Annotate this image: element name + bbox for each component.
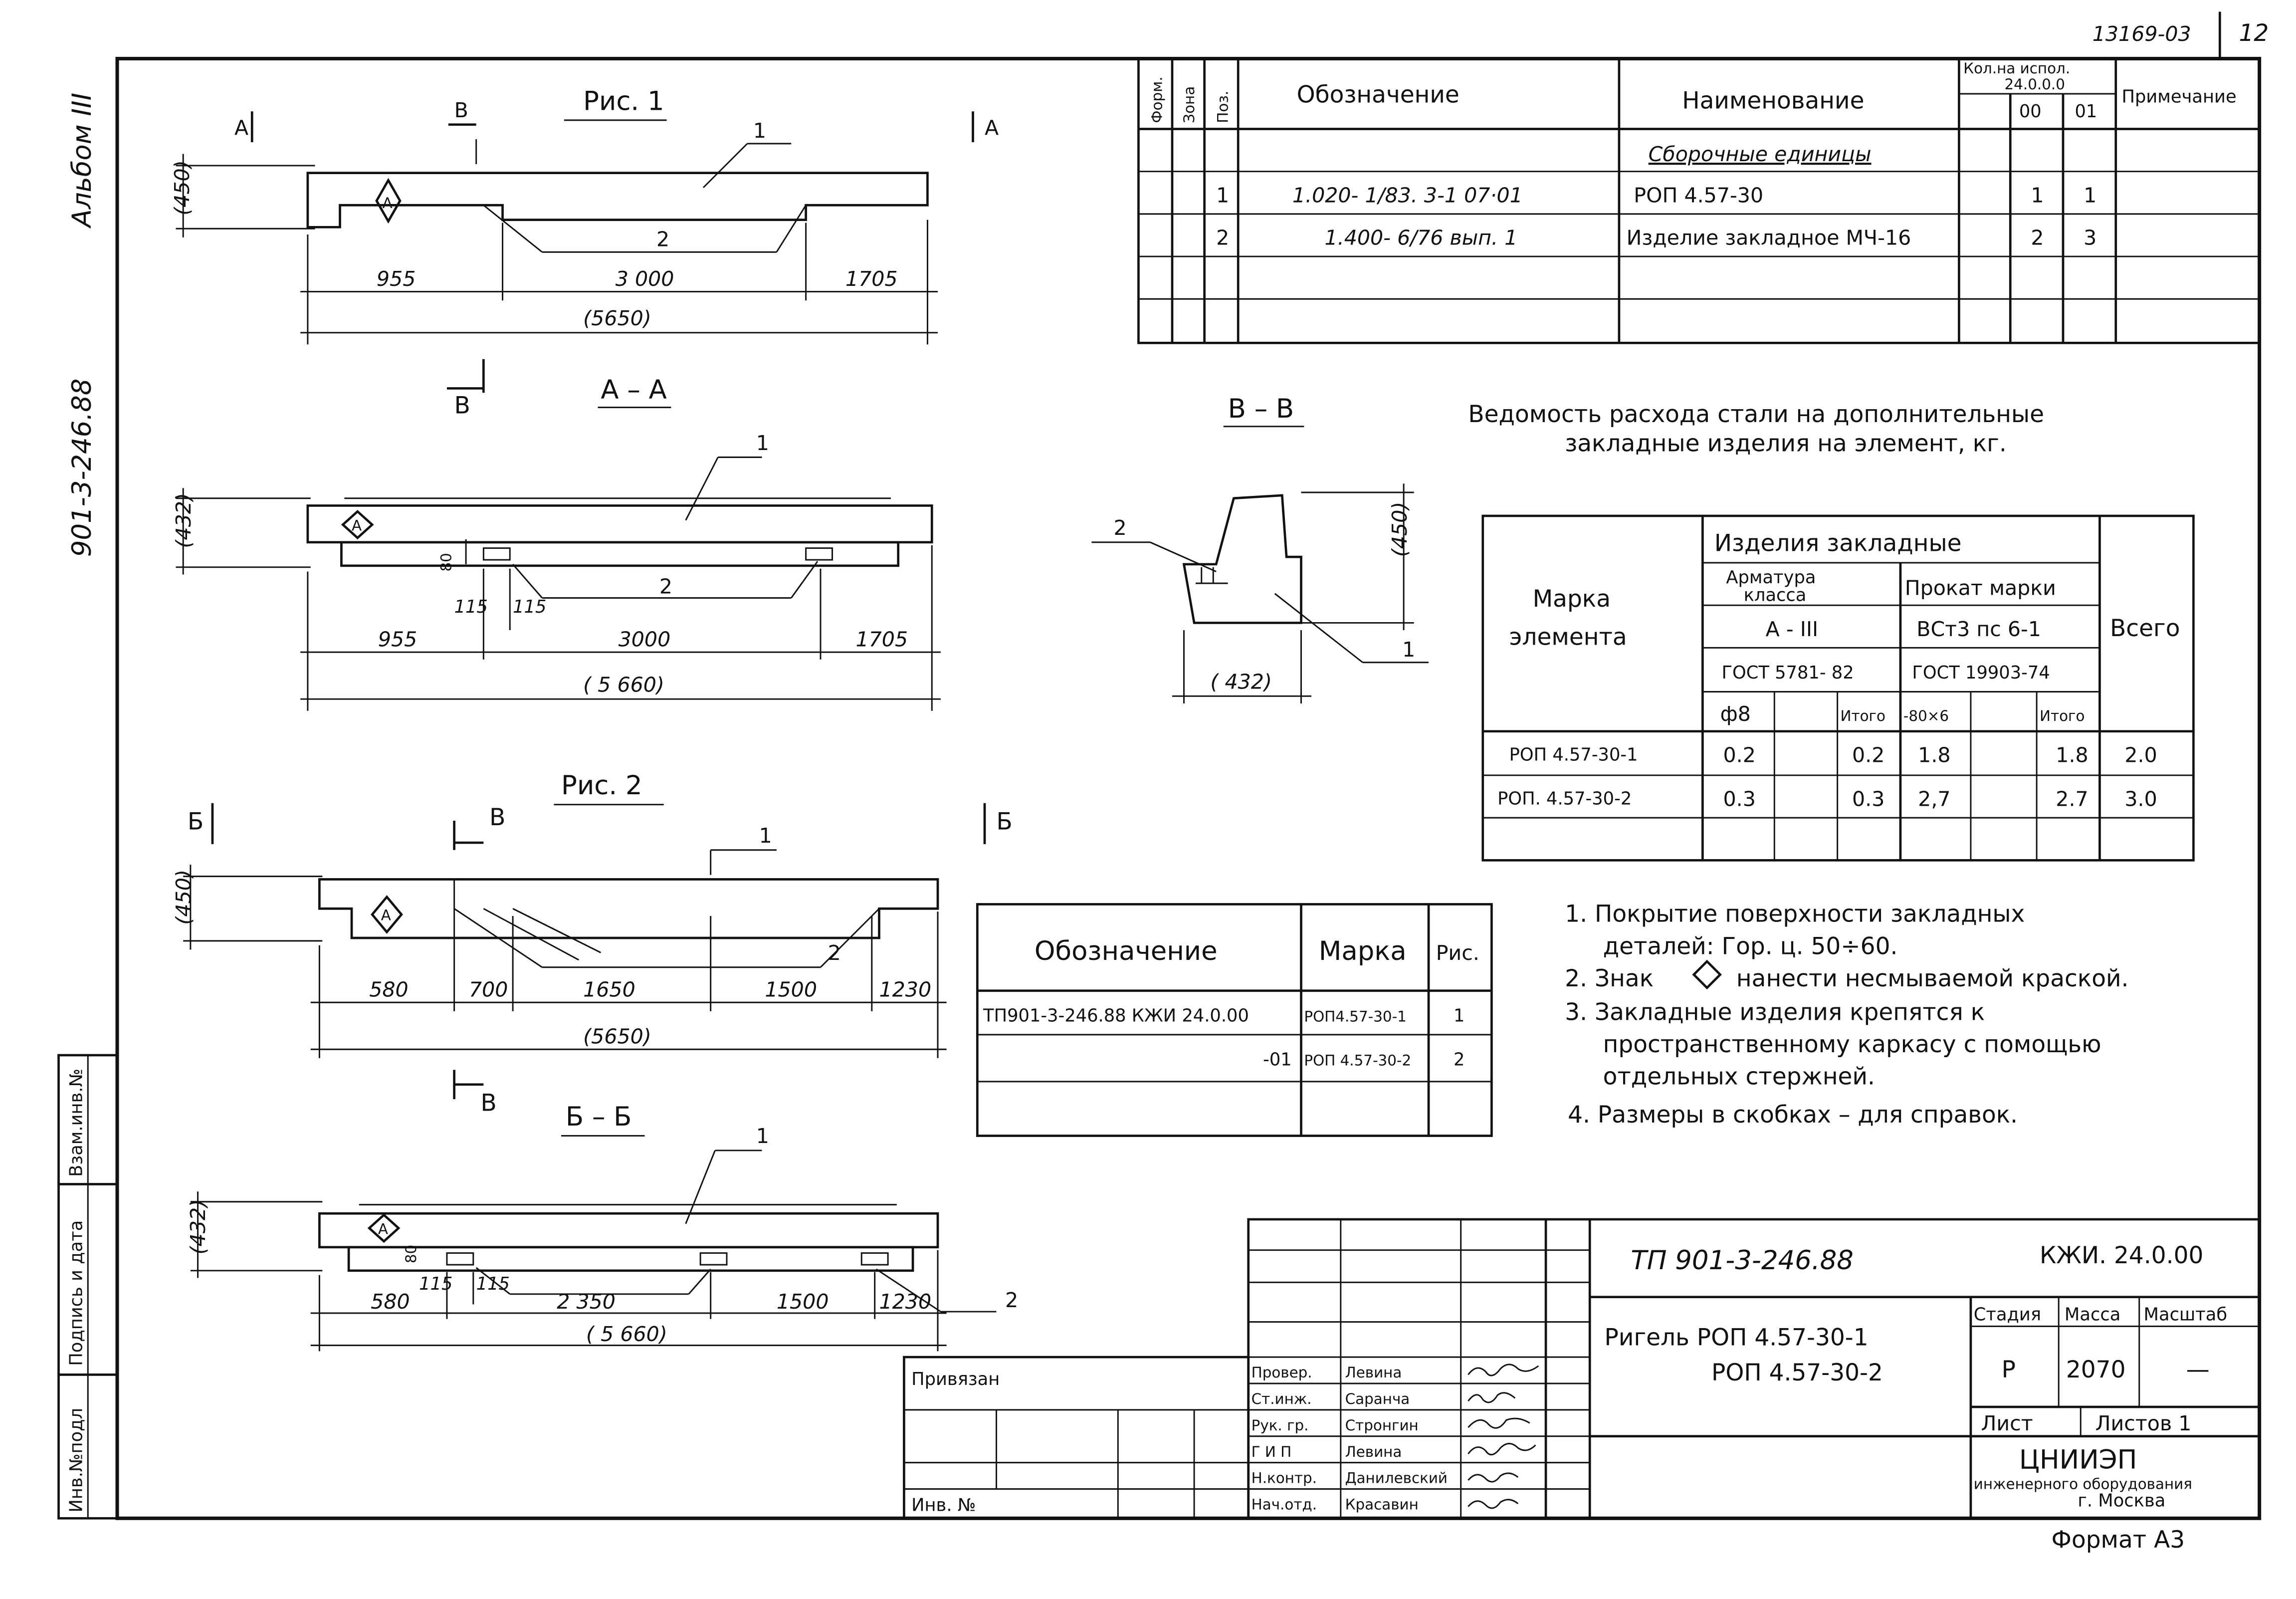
steel-h-80x6: -80×6 (1903, 707, 1949, 725)
steel-row-d8: 0.2 (1723, 743, 1756, 767)
steel-h-gost2: ГОСТ 19903-74 (1912, 663, 2050, 684)
steel-row-marka: РОП 4.57-30-1 (1509, 744, 1638, 765)
note-line: 1. Покрытие поверхности закладных (1565, 900, 2025, 928)
vv-pos2: 2 (1113, 516, 1127, 540)
aa-dim-3: 1705 (855, 627, 908, 652)
steel-row-itogo2: 2.7 (2056, 787, 2088, 811)
spec-h-kol: Кол.на испол. (1963, 59, 2071, 77)
tb-org-2: инженерного оборудования (1973, 1475, 2192, 1493)
inv-label: Инв. № (911, 1495, 976, 1516)
fig2-dim-2: 700 (469, 977, 508, 1002)
tb-org-3: г. Москва (2078, 1490, 2166, 1511)
spec-row-poz: 2 (1216, 226, 1230, 250)
note-line: деталей: Гор. ц. 50÷60. (1603, 932, 1898, 960)
fig1-dims (176, 154, 938, 344)
notes (1565, 901, 2128, 1129)
tb-org-1: ЦНИИЭП (2019, 1444, 2137, 1475)
spec-h-prim: Примечание (2121, 86, 2237, 107)
aa-beam (308, 457, 932, 598)
steel-row-prokat: 1.8 (1918, 743, 1951, 767)
fig1-dim-total: (5650) (583, 306, 651, 331)
page-number: 12 (2239, 19, 2269, 47)
tb-h-stage: Стадия (1973, 1304, 2042, 1325)
fig2-dim-height: (450) (171, 870, 196, 925)
fig1-dim-3: 1705 (845, 266, 898, 291)
spec-row-q01: 1 (2084, 183, 2097, 208)
side-inv-podl: Инв.№подл (66, 1407, 87, 1513)
steel-h-marka-2: элемента (1509, 623, 1627, 651)
staff-role: Провер. (1251, 1364, 1312, 1381)
bb-pos1: 1 (756, 1124, 769, 1148)
fig1-cut-b: В (454, 98, 468, 122)
fig2-dim-total: (5650) (583, 1024, 651, 1049)
fig2-mark: А (381, 907, 391, 924)
aa-dim-80: 80 (437, 553, 455, 572)
bb-mark: А (378, 1220, 388, 1238)
spec-row (1216, 226, 2096, 250)
staff-name: Саранча (1345, 1390, 1410, 1408)
project-label: 901-3-246.88 (67, 378, 98, 557)
bb-pos2: 2 (1005, 1288, 1019, 1313)
marks-row (1263, 1050, 1464, 1070)
fig1-pos2: 2 (656, 227, 670, 251)
bb-dim-115b: 115 (476, 1274, 510, 1294)
steel-h-vst: ВСт3 пс 6-1 (1916, 617, 2042, 641)
aa-dim-total: ( 5 660) (583, 673, 664, 697)
steel-row-vsego: 3.0 (2124, 787, 2157, 811)
marks-h-marka: Марка (1318, 936, 1407, 967)
fig2-cut-v-bottom: В (480, 1089, 497, 1117)
steel-row-itogo: 0.2 (1852, 743, 1885, 767)
marks-row-oboz: -01 (1263, 1049, 1292, 1070)
bb-title: Б – Б (565, 1102, 632, 1132)
spec-section: Сборочные единицы (1648, 142, 1872, 167)
fig1-pos1: 1 (753, 119, 767, 143)
fig1-cut-a-left: А (234, 116, 249, 140)
bb-dim-4: 1230 (879, 1290, 932, 1314)
privyazan-label: Привязан (911, 1369, 1000, 1389)
bb-dim-80: 80 (403, 1244, 420, 1264)
staff-rows (1252, 1364, 1448, 1513)
steel-h-itogo: Итого (1840, 707, 1885, 725)
side-podpis: Подпись и дата (66, 1220, 87, 1366)
fig2-cut-b-right: Б (996, 808, 1013, 836)
tb-code: ТП 901-3-246.88 (1631, 1245, 1854, 1276)
spec-h-oboz: Обозначение (1296, 81, 1460, 109)
spec-row-q00: 1 (2031, 183, 2044, 208)
staff-role: Н.контр. (1251, 1469, 1317, 1487)
bb-dim-height: (432) (186, 1199, 210, 1255)
marks-row-ris: 2 (1453, 1049, 1465, 1070)
aa-pos2: 2 (659, 574, 673, 599)
tb-name-2: РОП 4.57-30-2 (1711, 1359, 1883, 1387)
fig1-dim-2: 3 000 (615, 266, 674, 291)
aa-mark: А (352, 517, 362, 534)
tb-h-mass: Масса (2064, 1304, 2121, 1325)
spec-h-kol2: 24.0.0.0 (2004, 76, 2065, 93)
tb-mass: 2070 (2066, 1356, 2126, 1384)
tb-sheet: Лист (1981, 1411, 2033, 1435)
fig2-title: Рис. 2 (561, 770, 642, 801)
steel-row (1509, 743, 2157, 767)
steel-row (1497, 787, 2157, 811)
aa-dim-height: (432) (171, 493, 196, 548)
spec-row-oboz: 1.020- 1/83. 3-1 07·01 (1292, 183, 1523, 208)
steel-row-itogo2: 1.8 (2056, 743, 2088, 767)
steel-title-1: Ведомость расхода стали на дополнительные (1468, 401, 2044, 428)
fig1-cut-a-right: А (985, 116, 999, 140)
staff-role: Ст.инж. (1251, 1390, 1312, 1408)
fig1-dim-1: 955 (376, 266, 416, 291)
steel-row-prokat: 2,7 (1918, 787, 1951, 811)
bb-dim-2: 2 350 (557, 1290, 616, 1314)
vv-title: В – В (1228, 394, 1294, 425)
tb-sheets: Листов 1 (2095, 1411, 2192, 1435)
spec-h-01: 01 (2075, 101, 2097, 122)
staff-name: Стронгин (1345, 1417, 1419, 1434)
aa-cut-b: В (454, 392, 470, 420)
fig2-cut-b-left: Б (187, 808, 204, 836)
fig2-beam (319, 850, 938, 967)
steel-h-arm-1: Арматура (1726, 567, 1816, 588)
staff-name: Данилевский (1345, 1469, 1448, 1487)
fig2-cut-v-top: В (489, 803, 506, 831)
bb-dim-1: 580 (371, 1290, 410, 1314)
steel-h-d8: ф8 (1720, 702, 1751, 726)
vv-dim-width: ( 432) (1210, 670, 1272, 694)
fig1-title: Рис. 1 (583, 86, 664, 117)
vv-pos1: 1 (1402, 638, 1416, 662)
aa-pos1: 1 (756, 431, 769, 455)
steel-row-vsego: 2.0 (2124, 743, 2157, 767)
note-line: 2. Знак (1565, 964, 1654, 992)
fig2-pos1: 1 (759, 824, 772, 848)
steel-h-vsego: Всего (2110, 614, 2180, 642)
side-vzam-inv: Взам.инв.№ (66, 1068, 87, 1177)
bb-dim-total: ( 5 660) (586, 1322, 667, 1346)
tb-code2: КЖИ. 24.0.00 (2040, 1242, 2204, 1270)
aa-dim-115a: 115 (454, 596, 488, 617)
staff-role: Г И П (1251, 1443, 1292, 1460)
tb-name-1: Ригель РОП 4.57-30-1 (1604, 1324, 1869, 1352)
fig2-dim-1: 580 (369, 977, 409, 1002)
steel-h-marka-1: Марка (1532, 585, 1611, 613)
marks-row-oboz: ТП901-3-246.88 КЖИ 24.0.00 (983, 1005, 1249, 1026)
marks-h-ris: Рис. (1436, 941, 1479, 965)
steel-h-gost1: ГОСТ 5781- 82 (1721, 663, 1854, 684)
steel-row-marka: РОП. 4.57-30-2 (1497, 788, 1632, 809)
marks-row (983, 1005, 1464, 1026)
note-line: отдельных стержней. (1603, 1063, 1875, 1091)
aa-dim-1: 955 (378, 627, 417, 652)
marks-row-marka: РОП 4.57-30-2 (1304, 1052, 1412, 1069)
aa-dim-2: 3000 (618, 627, 671, 652)
spec-row-q00: 2 (2031, 226, 2044, 250)
vv-dim-height: (450) (1388, 501, 1412, 557)
fig1-dim-height: (450) (170, 160, 194, 216)
fig1-beam (308, 139, 928, 252)
tb-stage: Р (2001, 1356, 2016, 1384)
spec-row-naim: Изделие закладное МЧ-16 (1626, 226, 1911, 250)
tb-h-scale: Масштаб (2143, 1304, 2228, 1325)
marks-row-marka: РОП4.57-30-1 (1304, 1008, 1407, 1025)
marks-row-ris: 1 (1453, 1005, 1465, 1026)
steel-h-a3: А - III (1765, 617, 1819, 641)
steel-h-arm-2: класса (1743, 585, 1807, 606)
spec-h-form: Форм. (1148, 76, 1166, 123)
note-line: 4. Размеры в скобках – для справок. (1568, 1101, 2018, 1129)
spec-h-zona: Зона (1181, 86, 1198, 123)
fig2-pos2: 2 (828, 941, 841, 965)
sheet-format: Формат А3 (2051, 1526, 2185, 1554)
fig2-dim-5: 1230 (879, 977, 932, 1002)
steel-h-izd: Изделия закладные (1714, 529, 1962, 557)
aa-dims (176, 488, 941, 711)
fig2-dim-3: 1650 (583, 977, 635, 1002)
staff-name: Красавин (1345, 1496, 1419, 1513)
spec-row-oboz: 1.400- 6/76 вып. 1 (1324, 226, 1518, 250)
spec-h-naim: Наименование (1682, 87, 1865, 115)
spec-row (1216, 183, 2096, 207)
bb-dim-3: 1500 (776, 1290, 829, 1314)
aa-title: А – А (601, 374, 667, 405)
spec-row-q01: 3 (2084, 226, 2097, 250)
note-mark-sign (1694, 961, 1720, 988)
staff-role: Рук. гр. (1251, 1417, 1309, 1434)
staff-name: Левина (1345, 1364, 1402, 1381)
note-line: пространственному каркасу с помощью (1603, 1031, 2101, 1059)
spec-row-poz: 1 (1216, 183, 1230, 208)
doc-code: 13169-03 (2092, 22, 2191, 46)
album-label: Альбом III (67, 92, 98, 228)
spec-row-naim: РОП 4.57-30 (1634, 183, 1764, 208)
note-line: нанести несмываемой краской. (1736, 964, 2129, 992)
steel-h-itogo2: Итого (2040, 707, 2085, 725)
aa-dim-115b: 115 (513, 596, 547, 617)
staff-name: Левина (1345, 1443, 1402, 1460)
staff-role: Нач.отд. (1251, 1496, 1317, 1513)
bb-dim-115a: 115 (419, 1274, 453, 1294)
spec-h-00: 00 (2019, 101, 2042, 122)
note-line: 3. Закладные изделия крепятся к (1565, 998, 1985, 1026)
fig1-mark: А (382, 195, 393, 212)
marks-h-oboz: Обозначение (1034, 936, 1218, 967)
steel-row-d8: 0.3 (1723, 787, 1756, 811)
spec-h-poz: Поз. (1214, 90, 1232, 123)
steel-h-prok: Прокат марки (1904, 576, 2056, 600)
steel-title-2: закладные изделия на элемент, кг. (1565, 430, 2007, 457)
steel-row-itogo: 0.3 (1852, 787, 1885, 811)
fig2-dim-4: 1500 (765, 977, 817, 1002)
tb-scale: — (2186, 1356, 2210, 1384)
